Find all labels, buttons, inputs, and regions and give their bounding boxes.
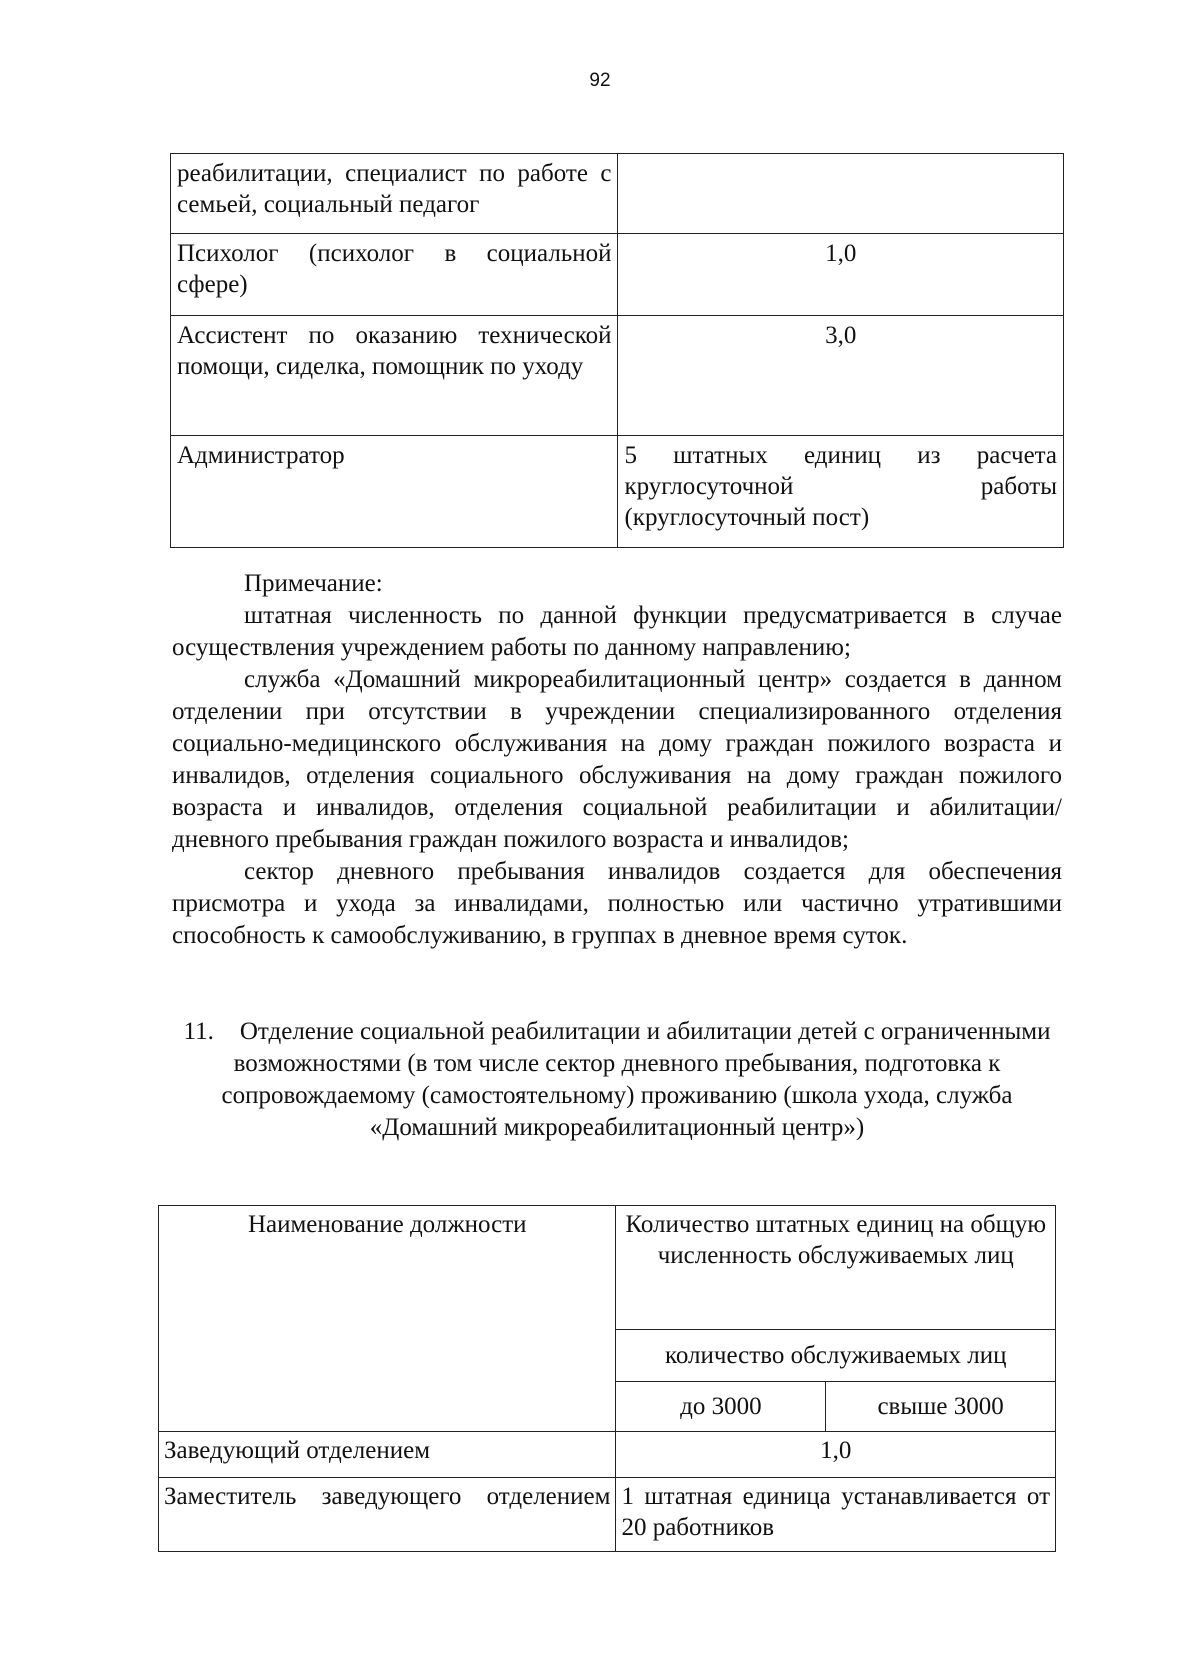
section-title-text: Отделение социальной реабилитации и абилитации детей с ограниченными возможностями (в том числе сектор дневного пребывания, подготовка к сопровождаемому (самостоятельному) проживанию (школа ухода, служба «Домашний микрореабилитационный центр»)	[221, 1018, 1051, 1141]
value-cell: 1,0	[616, 1432, 1056, 1478]
value-cell: 1 штатная единица устанавливается от 20 работников	[616, 1478, 1056, 1552]
position-cell: Ассистент по оказанию технической помощи, сиделка, помощник по уходу	[171, 316, 618, 436]
header-upto: до 3000	[616, 1382, 826, 1432]
staffing-table-continued	[170, 153, 1064, 548]
note-heading: Примечание:	[244, 570, 383, 597]
page-number: 92	[589, 70, 611, 91]
table-row	[171, 436, 1064, 548]
position-cell: Администратор	[171, 436, 618, 548]
value-cell: 1,0	[618, 234, 1064, 316]
position-cell: Психолог (психолог в социальной сфере)	[171, 234, 618, 316]
note-block	[172, 568, 1062, 952]
table-row	[159, 1432, 1056, 1478]
value-cell: 3,0	[618, 316, 1064, 436]
header-count: Количество штатных единиц на общую численность обслуживаемых лиц	[616, 1206, 1056, 1330]
position-cell: реабилитации, специалист по работе с семьей, социальный педагог	[171, 154, 618, 234]
value-cell	[618, 154, 1064, 234]
header-position: Наименование должности	[159, 1206, 616, 1432]
note-paragraph: служба «Домашний микрореабилитационный центр» создается в данном отделении при отсутствии в учреждении специализированного отделения социально-медицинского обслуживания на дому граждан пожилого возраста и инвалидов, отделения социального обслуживания на дому граждан пожилого возраста и инвалидов, отделения социальной реабилитации и абилитации/дневного пребывания граждан пожилого возраста и инвалидов;	[172, 666, 1062, 853]
header-subgroup: количество обслуживаемых лиц	[616, 1330, 1056, 1382]
table-row	[171, 316, 1064, 436]
table-row	[159, 1478, 1056, 1552]
note-paragraph: штатная численность по данной функции предусматривается в случае осуществления учреждением работы по данному направлению;	[172, 602, 1062, 661]
position-cell: Заведующий отделением	[159, 1432, 616, 1478]
table-row	[171, 154, 1064, 234]
note-paragraph: сектор дневного пребывания инвалидов создается для обеспечения присмотра и ухода за инвалидами, полностью или частично утратившими способность к самообслуживанию, в группах в дневное время суток.	[172, 858, 1062, 949]
value-cell: 5 штатных единиц из расчета круглосуточной работы (круглосуточный пост)	[618, 436, 1064, 548]
section-number: 11.	[183, 1018, 214, 1045]
header-over: свыше 3000	[826, 1382, 1056, 1432]
staffing-table	[158, 1205, 1056, 1552]
table-row	[171, 234, 1064, 316]
position-text: Заместитель заведующего отделением	[164, 1483, 611, 1510]
section-title	[172, 1016, 1062, 1144]
position-cell	[159, 1478, 616, 1552]
table-header-row	[159, 1206, 1056, 1330]
